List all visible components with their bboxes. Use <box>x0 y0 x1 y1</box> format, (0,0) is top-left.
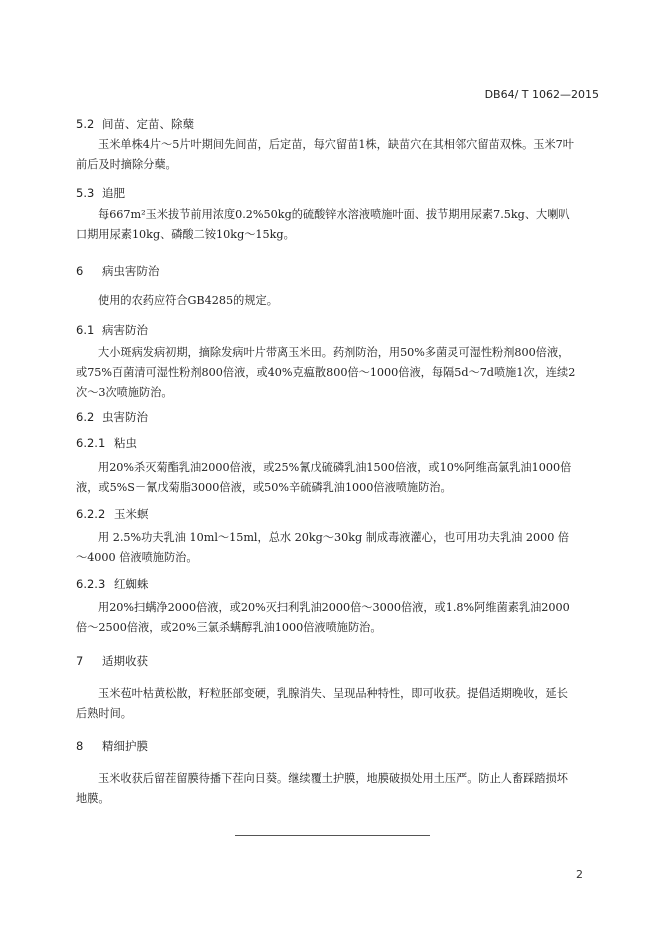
section-title: 玉米螟 <box>114 507 149 521</box>
section-title: 精细护膜 <box>102 739 148 753</box>
standard-code: DB64/ T 1062—2015 <box>484 88 599 101</box>
section-body-5-3: 每667m²玉米拔节前用浓度0.2%50kg的硫酸锌水溶液喷施叶面、拔节期用尿素7.5kg、大喇叭口期用尿素10kg、磷酸二铵10kg～15kg。 <box>76 208 570 241</box>
section-title: 病害防治 <box>102 323 148 337</box>
section-heading-6-2-2 <box>76 506 149 522</box>
section-title: 病虫害防治 <box>102 264 160 278</box>
section-number: 5.2 <box>76 117 95 131</box>
section-body-6-2-3: 用20%扫螨净2000倍液，或20%灭扫利乳油2000倍～3000倍液，或1.8%阿维菌素乳油2000倍～2500倍液，或20%三氯杀螨醇乳油1000倍液喷施防治。 <box>76 601 570 634</box>
section-heading-6-2-1 <box>76 435 137 451</box>
section-number: 6.2.1 <box>76 436 106 450</box>
section-title: 粘虫 <box>114 436 137 450</box>
section-heading-7 <box>76 653 148 669</box>
section-number: 6.2 <box>76 410 95 424</box>
section-body-5-2: 玉米单株4片～5片叶期间先间苗，后定苗，每穴留苗1株，缺苗穴在其相邻穴留苗双株。玉米7叶前后及时摘除分蘖。 <box>76 138 574 171</box>
section-heading-6 <box>76 263 160 279</box>
section-number: 6 <box>76 264 84 278</box>
section-body-6-1: 大小斑病发病初期，摘除发病叶片带离玉米田。药剂防治，用50%多菌灵可湿性粉剂800倍液，或75%百菌清可湿性粉剂800倍液，或40%克瘟散800倍～1000倍液，每隔5d～7d喷施1次，连续2次～3次喷施防治。 <box>76 346 576 399</box>
section-heading-6-1 <box>76 322 148 338</box>
section-body-6-2-2: 用 2.5%功夫乳油 10ml～15ml，总水 20kg～30kg 制成毒液灌心，也可用功夫乳油 2000 倍～4000 倍液喷施防治。 <box>76 531 570 564</box>
end-rule <box>235 835 430 836</box>
section-heading-5-2 <box>76 116 194 132</box>
section-number: 6.2.2 <box>76 507 106 521</box>
section-title: 适期收获 <box>102 654 148 668</box>
section-title: 追肥 <box>102 186 125 200</box>
section-heading-6-2-3 <box>76 576 149 592</box>
section-number: 7 <box>76 654 84 668</box>
section-body-6-2-1: 用20%杀灭菊酯乳油2000倍液，或25%氰戊硫磷乳油1500倍液，或10%阿维高氯乳油1000倍液，或5%S－氰戊菊脂3000倍液，或50%辛硫磷乳油1000倍液喷施防治。 <box>76 461 572 494</box>
section-body-6: 使用的农药应符合GB4285的规定。 <box>98 294 278 307</box>
section-number: 5.3 <box>76 186 95 200</box>
section-heading-8 <box>76 738 148 754</box>
section-title: 红蜘蛛 <box>114 577 149 591</box>
section-number: 6.1 <box>76 323 95 337</box>
section-number: 8 <box>76 739 84 753</box>
section-title: 间苗、定苗、除蘖 <box>102 117 194 131</box>
section-heading-6-2 <box>76 409 148 425</box>
section-body-8: 玉米收获后留茬留膜待播下茬向日葵。继续覆土护膜，地膜破损处用土压严。防止人畜踩踏损坏地膜。 <box>76 772 568 805</box>
section-title: 虫害防治 <box>102 410 148 424</box>
page-number: 2 <box>576 868 583 881</box>
section-number: 6.2.3 <box>76 577 106 591</box>
section-heading-5-3 <box>76 185 125 201</box>
section-body-7: 玉米苞叶枯黄松散，籽粒胚部变硬，乳腺消失、呈现品种特性，即可收获。提倡适期晚收，延长后熟时间。 <box>76 687 568 720</box>
